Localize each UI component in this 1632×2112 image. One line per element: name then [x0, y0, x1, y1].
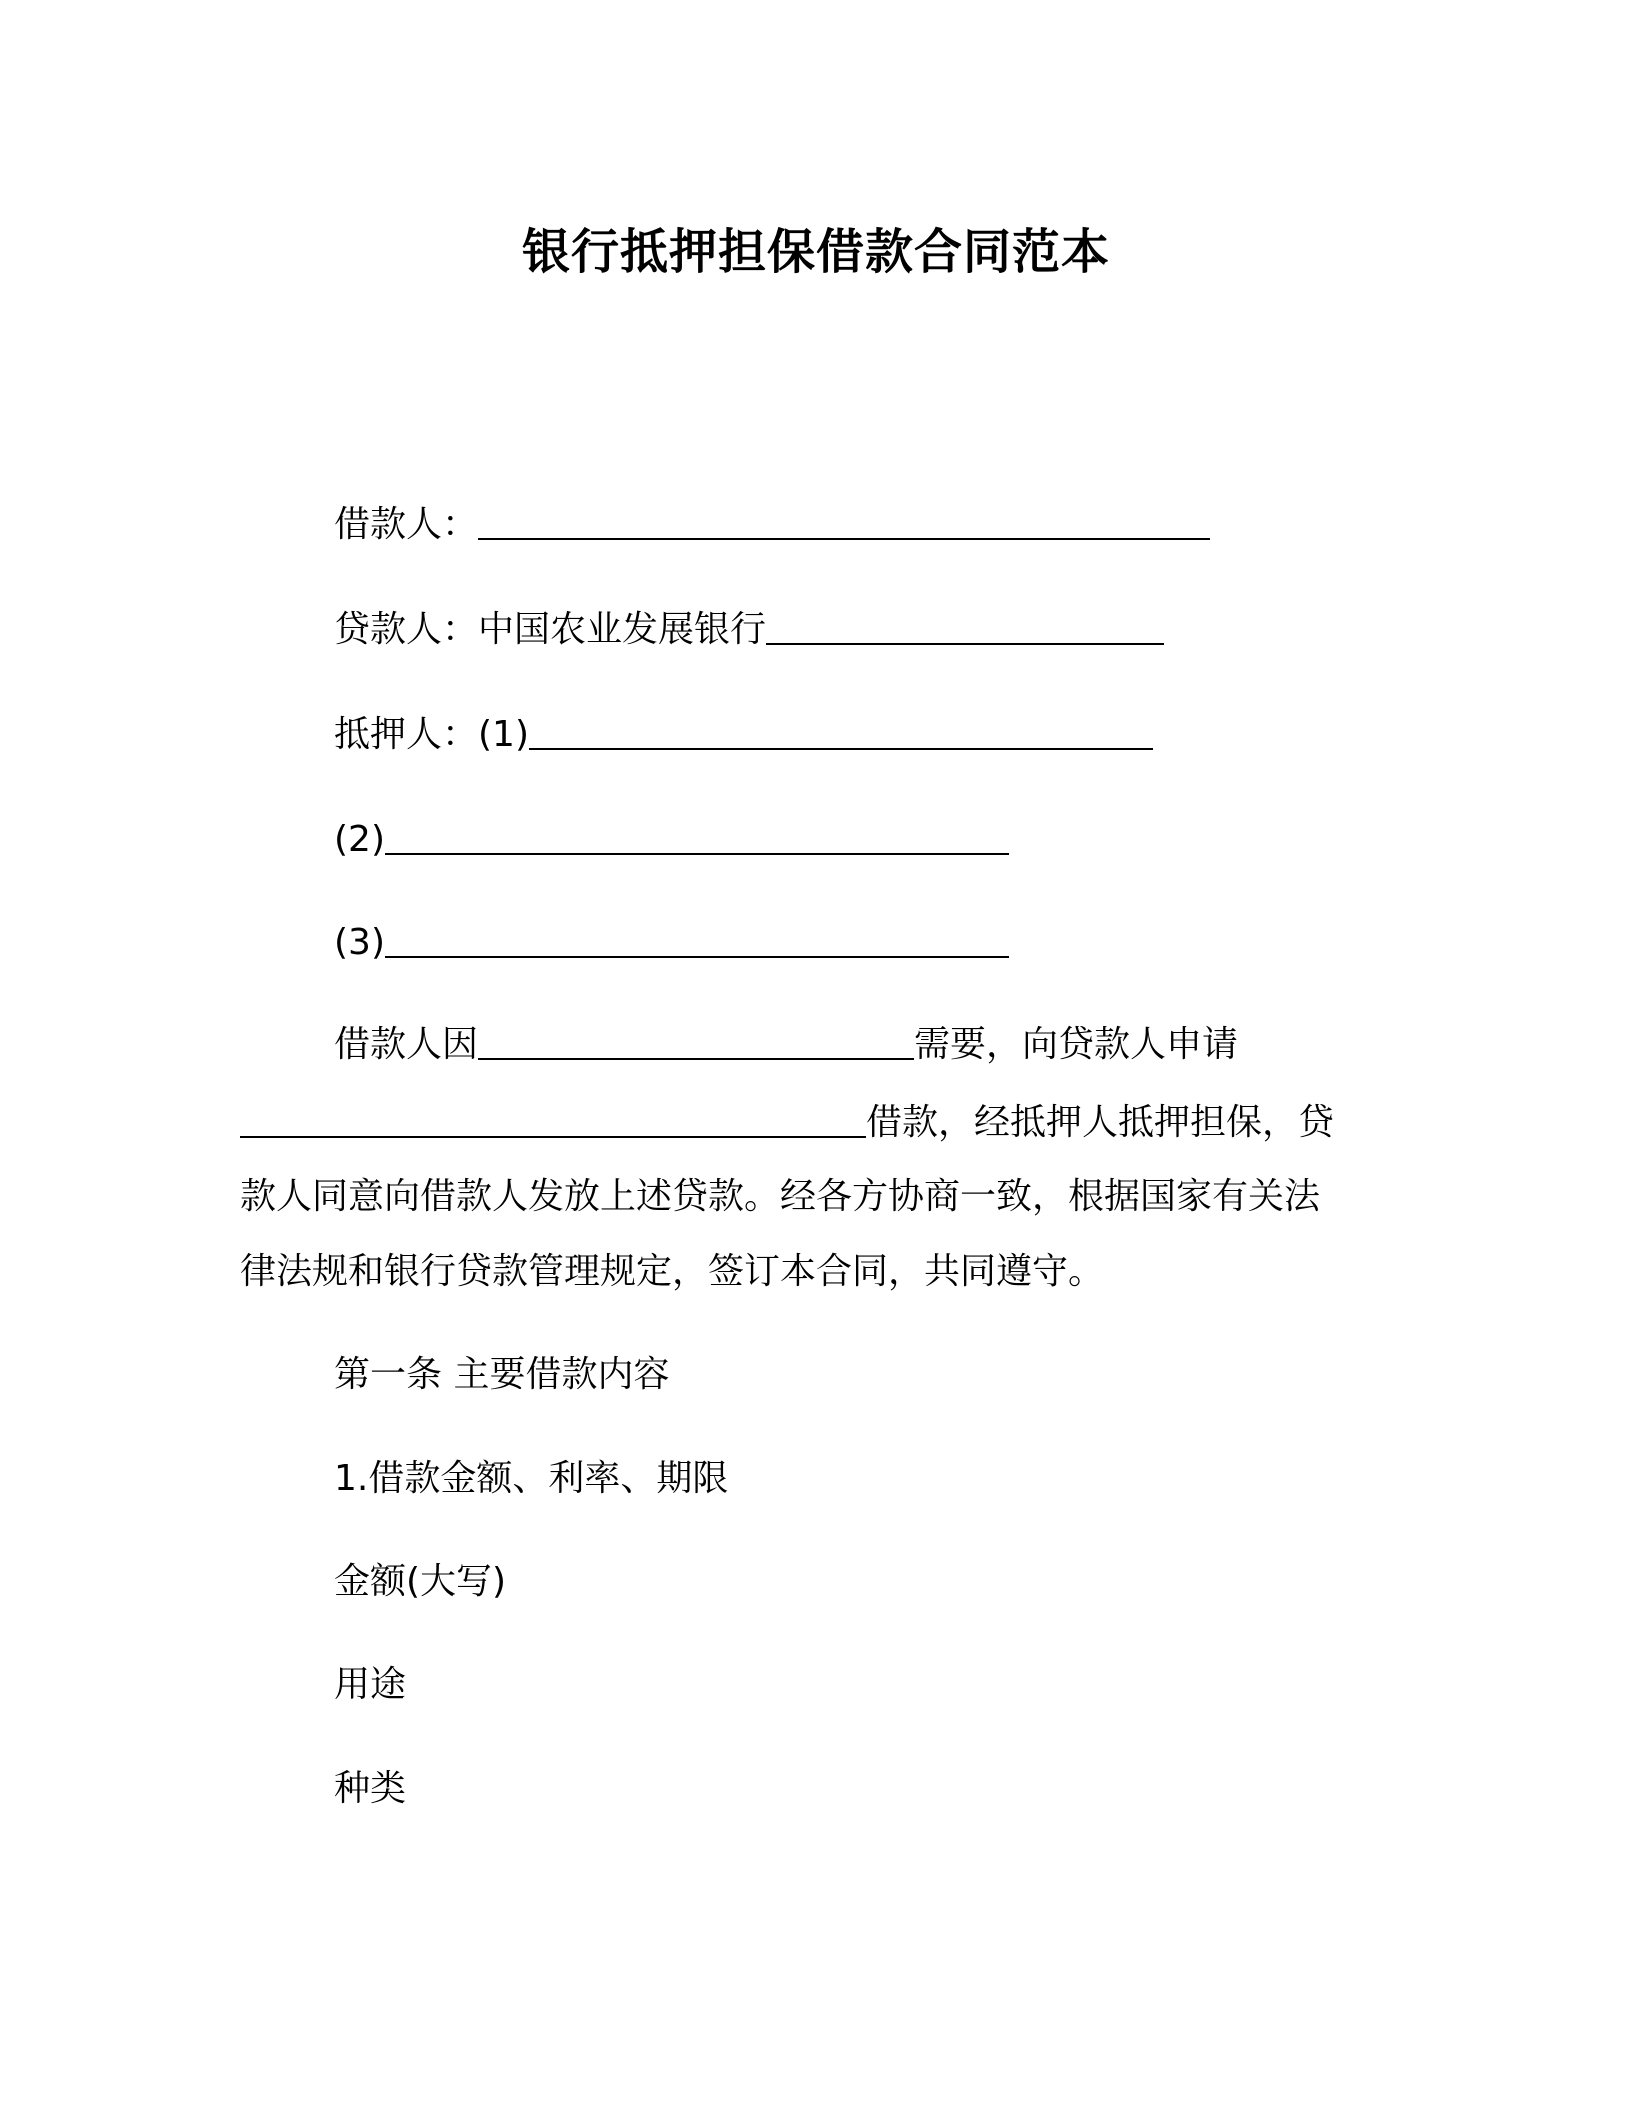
paragraph-line-4-text: 律法规和银行贷款管理规定，签订本合同，共同遵守。 — [240, 1251, 1105, 1292]
amount-label: 金额(大写) — [334, 1561, 507, 1602]
mortgagor-line-1 — [334, 710, 1153, 760]
purpose-blank[interactable] — [478, 1022, 914, 1060]
mortgagor-label: 抵押人： — [334, 714, 479, 755]
lender-line — [334, 605, 1164, 655]
mortgagor-2-blank[interactable] — [385, 817, 1009, 855]
paragraph-part-2: 需要，向贷款人申请 — [914, 1024, 1239, 1065]
document-title: 银行抵押担保借款合同范本 — [521, 224, 1110, 280]
borrower-label: 借款人： — [334, 504, 479, 545]
borrower-line — [334, 500, 1210, 550]
mortgagor-line-3 — [334, 918, 1009, 968]
loan-amount-blank[interactable] — [240, 1100, 866, 1138]
paragraph-line-2-text: 借款，经抵押人抵押担保，贷 — [866, 1102, 1335, 1143]
mortgagor-line-2 — [334, 815, 1009, 865]
paragraph-line-3 — [240, 1172, 1320, 1222]
mortgagor-1-blank[interactable] — [529, 712, 1153, 750]
paragraph-line-4 — [240, 1247, 1104, 1297]
mortgagor-3-index: (3) — [334, 922, 385, 963]
paragraph-part-1: 借款人因 — [334, 1024, 479, 1065]
borrower-blank[interactable] — [478, 502, 1210, 540]
paragraph-line-3-text: 款人同意向借款人发放上述贷款。经各方协商一致，根据国家有关法 — [240, 1176, 1321, 1217]
item-1-heading: 1.借款金额、利率、期限 — [334, 1458, 729, 1499]
mortgagor-3-blank[interactable] — [385, 920, 1009, 958]
lender-blank[interactable] — [766, 607, 1164, 645]
paragraph-line-2 — [240, 1098, 1334, 1148]
purpose-label: 用途 — [334, 1664, 407, 1705]
lender-value: 中国农业发展银行 — [478, 609, 767, 650]
lender-label: 贷款人： — [334, 609, 479, 650]
type-label: 种类 — [334, 1768, 407, 1809]
mortgagor-2-index: (2) — [334, 819, 385, 860]
mortgagor-1-index: (1) — [478, 714, 530, 755]
paragraph-line-1 — [334, 1020, 1238, 1070]
article-1-heading: 第一条 主要借款内容 — [334, 1354, 670, 1395]
